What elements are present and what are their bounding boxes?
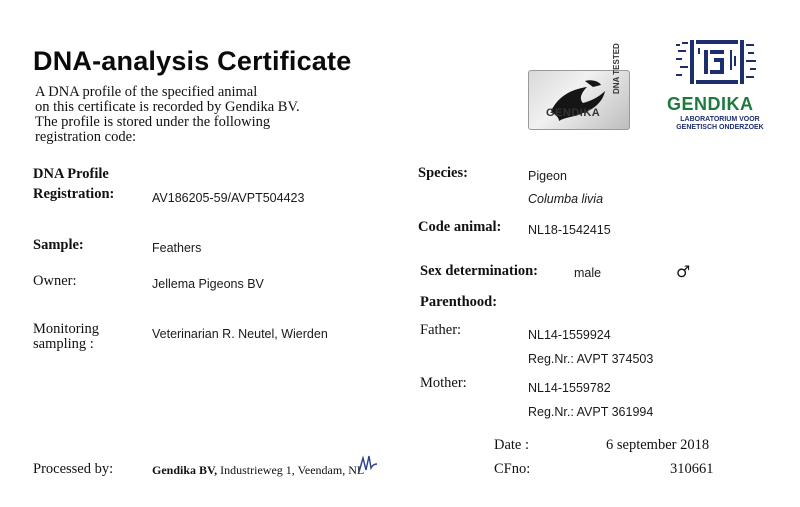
intro-line: The profile is stored under the following (35, 114, 271, 130)
gendika-logo-text: GENDIKA (667, 94, 754, 114)
processed-address: Industrieweg 1, Veendam, NL (217, 463, 365, 477)
processed-by-label: Processed by: (33, 461, 114, 477)
monitoring-value: Veterinarian R. Neutel, Wierden (152, 327, 328, 341)
processed-company: Gendika BV, (152, 463, 218, 477)
sex-value: male (574, 266, 602, 280)
signature-icon (356, 452, 380, 476)
parenthood-label: Parenthood: (420, 294, 498, 310)
cfno-label: CFno: (494, 461, 531, 477)
processed-by-value (152, 463, 364, 478)
father-reg: Reg.Nr.: AVPT 374503 (528, 352, 654, 366)
sample-label: Sample: (33, 237, 84, 253)
intro-line: A DNA profile of the specified animal (35, 84, 258, 100)
father-label: Father: (420, 322, 462, 338)
registration-value: AV186205-59/AVPT504423 (152, 191, 305, 205)
owner-label: Owner: (33, 273, 77, 289)
seal-side-text: DNA TESTED (612, 43, 621, 94)
mother-value: NL14-1559782 (528, 381, 611, 395)
certificate-title: DNA-analysis Certificate (33, 46, 352, 76)
gendika-logo-subtitle: LABORATORIUM VOOR GENETISCH ONDERZOEK (676, 116, 764, 131)
code-animal-value: NL18-1542415 (528, 223, 611, 237)
code-animal-label: Code animal: (418, 219, 502, 235)
dna-profile-label: DNA Profile (33, 166, 109, 182)
date-value: 6 september 2018 (606, 437, 710, 453)
sample-value: Feathers (152, 241, 202, 255)
owner-value: Jellema Pigeons BV (152, 277, 264, 291)
mother-reg: Reg.Nr.: AVPT 361994 (528, 405, 654, 419)
species-common: Pigeon (528, 169, 567, 183)
species-latin: Columba livia (528, 192, 604, 206)
date-label: Date : (494, 437, 530, 453)
cfno-value: 310661 (670, 461, 714, 477)
monitoring-label: Monitoring sampling : (33, 321, 100, 352)
male-symbol-icon: ♂ (676, 262, 691, 281)
intro-line: on this certificate is recorded by Gendika BV. (35, 99, 300, 115)
sex-determination-label: Sex determination: (420, 263, 538, 279)
species-label: Species: (418, 165, 468, 181)
gendika-logo-icon (676, 40, 758, 90)
intro-line: registration code: (35, 129, 137, 145)
mother-label: Mother: (420, 375, 467, 391)
father-value: NL14-1559924 (528, 328, 611, 342)
registration-label: Registration: (33, 186, 115, 202)
seal-brand: GENDIKA (546, 107, 601, 119)
intro-text (35, 85, 365, 145)
